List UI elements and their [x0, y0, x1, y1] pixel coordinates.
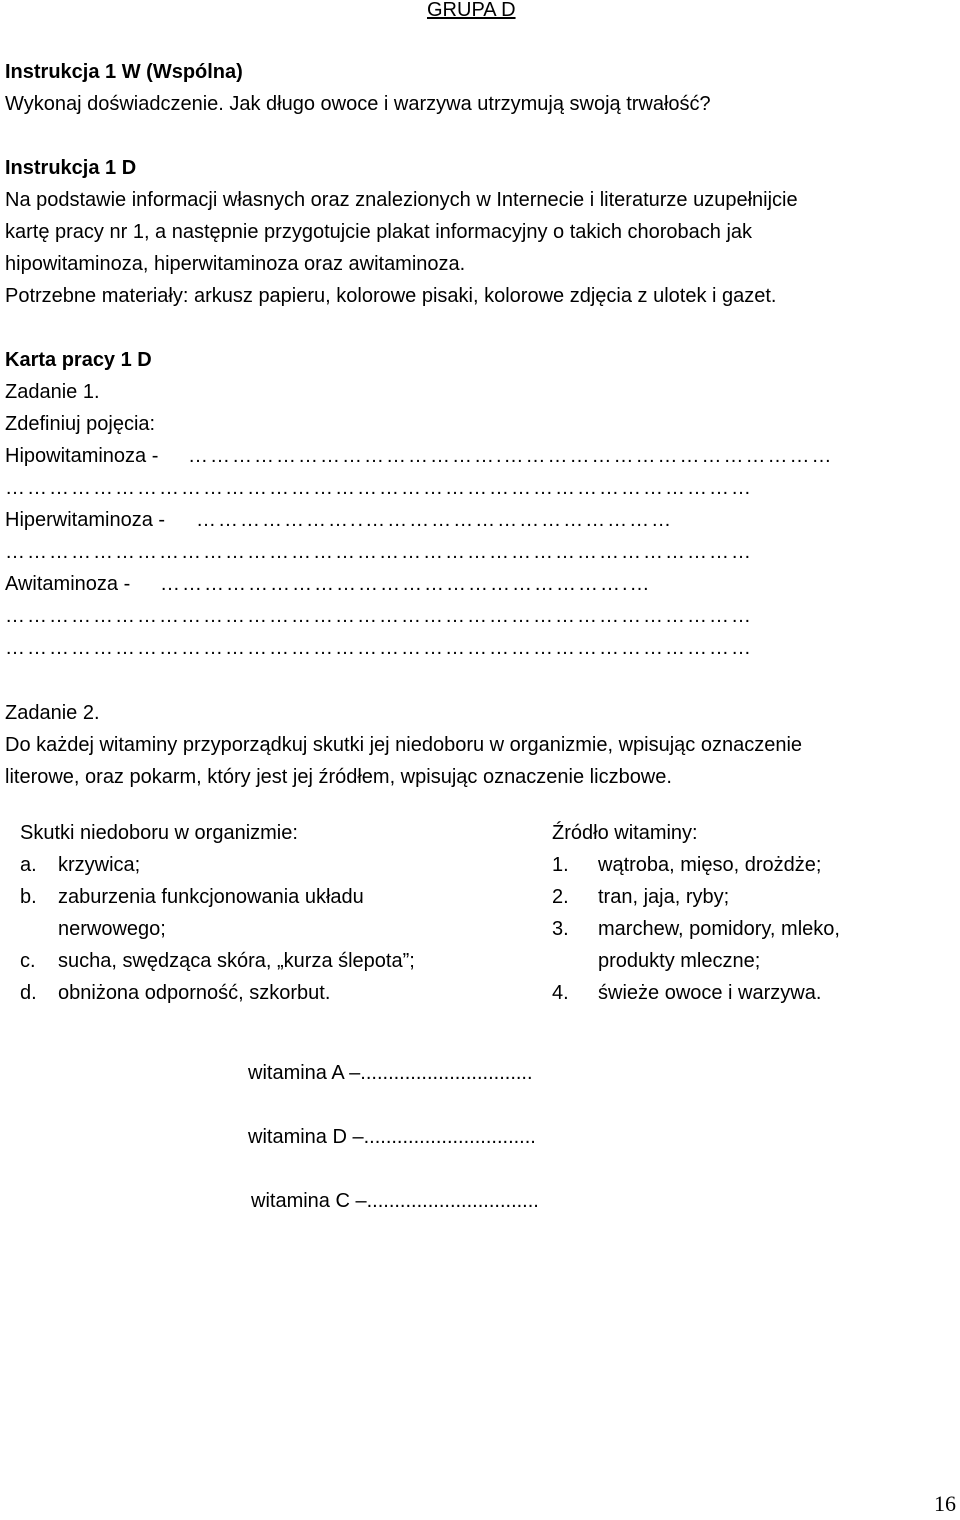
- instruction-w-text: Wykonaj doświadczenie. Jak długo owoce i warzywa utrzymują swoją trwałość?: [5, 93, 711, 115]
- effect-item: obniżona odporność, szkorbut.: [58, 982, 331, 1004]
- instruction-d-line: hipowitaminoza, hiperwitaminoza oraz awitaminoza.: [5, 253, 466, 275]
- effect-mark: d.: [20, 982, 37, 1004]
- effect-item: sucha, swędząca skóra, „kurza ślepota”;: [58, 950, 415, 972]
- awitaminoza-label: Awitaminoza -: [5, 573, 131, 595]
- hiperwitaminoza-blank: …………………………………………………………………………………………: [5, 541, 753, 563]
- instruction-d-line: kartę pracy nr 1, a następnie przygotujcie plakat informacyjny o takich chorobach jak: [5, 221, 753, 243]
- hiperwitaminoza-label: Hiperwitaminoza -: [5, 509, 166, 531]
- source-item: produkty mleczne;: [598, 950, 761, 972]
- task2-instruction: literowe, oraz pokarm, który jest jej źródłem, wpisując oznaczenie liczbowe.: [5, 766, 672, 788]
- source-item: tran, jaja, ryby;: [598, 886, 730, 908]
- task1-prompt: Zdefiniuj pojęcia:: [5, 413, 156, 435]
- answer-vitamin-a: witamina A –...............................: [248, 1062, 533, 1084]
- effect-item: zaburzenia funkcjonowania układu: [58, 886, 364, 908]
- source-item: świeże owoce i warzywa.: [598, 982, 822, 1004]
- source-item: marchew, pomidory, mleko,: [598, 918, 840, 940]
- instruction-w-heading: Instrukcja 1 W (Wspólna): [5, 61, 243, 83]
- source-item: wątroba, mięso, drożdże;: [598, 854, 822, 876]
- effect-item: krzywica;: [58, 854, 141, 876]
- materials-line: Potrzebne materiały: arkusz papieru, kolorowe pisaki, kolorowe zdjęcia z ulotek i gazet.: [5, 285, 777, 307]
- page-title: GRUPA D: [427, 0, 516, 21]
- awitaminoza-blank: …………………………………………………………………………………………: [5, 637, 753, 659]
- instruction-d-heading: Instrukcja 1 D: [5, 157, 137, 179]
- instruction-d-line: Na podstawie informacji własnych oraz znalezionych w Internecie i literaturze uzupełnijcie: [5, 189, 798, 211]
- source-mark: 4.: [552, 982, 569, 1004]
- effect-item: nerwowego;: [58, 918, 166, 940]
- task1-label: Zadanie 1.: [5, 381, 100, 403]
- answer-vitamin-d: witamina D –...............................: [248, 1126, 536, 1148]
- effect-mark: c.: [20, 950, 36, 972]
- hipowitaminoza-label: Hipowitaminoza -: [5, 445, 159, 467]
- source-mark: 3.: [552, 918, 569, 940]
- hiperwitaminoza-blank: …………………..……………………………………: [196, 509, 674, 531]
- effect-mark: b.: [20, 886, 37, 908]
- page-number: 16: [934, 1491, 956, 1516]
- sources-heading: Źródło witaminy:: [552, 822, 698, 844]
- task2-label: Zadanie 2.: [5, 702, 100, 724]
- awitaminoza-blank: …………………………………………………………………………………………: [5, 605, 753, 627]
- source-mark: 2.: [552, 886, 569, 908]
- hipowitaminoza-blank: …………………………………………………………………………………………: [5, 477, 753, 499]
- effect-mark: a.: [20, 854, 37, 876]
- hipowitaminoza-blank: …………………………………….………………………………………: [188, 445, 834, 467]
- task2-instruction: Do każdej witaminy przyporządkuj skutki jej niedoboru w organizmie, wpisując oznaczenie: [5, 734, 803, 756]
- awitaminoza-blank: ……………………………………………………….…: [160, 573, 652, 595]
- source-mark: 1.: [552, 854, 569, 876]
- effects-heading: Skutki niedoboru w organizmie:: [20, 822, 298, 844]
- answer-vitamin-c: witamina C –...............................: [251, 1190, 539, 1212]
- worksheet-heading: Karta pracy 1 D: [5, 349, 152, 371]
